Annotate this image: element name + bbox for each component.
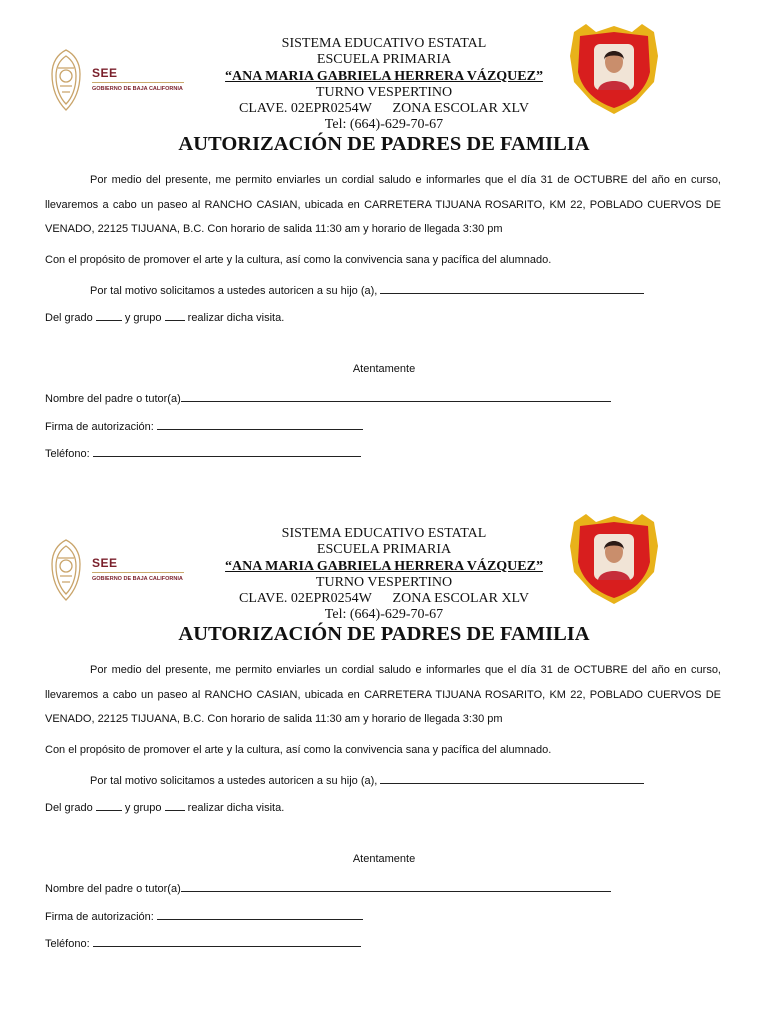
header-school-name: “ANA MARIA GABRIELA HERRERA VÁZQUEZ” bbox=[225, 68, 543, 84]
form-title: AUTORIZACIÓN DE PADRES DE FAMILIA bbox=[178, 133, 590, 155]
header-key-zone: CLAVE. 02EPR0254W ZONA ESCOLAR XLV bbox=[239, 591, 529, 607]
group-label: y grupo bbox=[124, 312, 162, 324]
group-label: y grupo bbox=[124, 802, 162, 814]
group-field[interactable] bbox=[165, 309, 185, 321]
parent-name-line bbox=[45, 880, 611, 895]
phone-label: Teléfono: bbox=[45, 938, 90, 950]
visit-label: realizar dicha visita. bbox=[187, 802, 285, 814]
header-shift: TURNO VESPERTINO bbox=[315, 574, 453, 590]
closing: Atentamente bbox=[352, 853, 416, 865]
signature-line bbox=[45, 418, 363, 433]
signature-label: Firma de autorización: bbox=[45, 421, 154, 433]
header-school-name: “ANA MARIA GABRIELA HERRERA VÁZQUEZ” bbox=[225, 558, 543, 574]
authorization-form-1 bbox=[0, 20, 768, 490]
school-crest-icon bbox=[566, 512, 662, 606]
header-key-zone: CLAVE. 02EPR0254W ZONA ESCOLAR XLV bbox=[239, 101, 529, 117]
group-field[interactable] bbox=[165, 799, 185, 811]
parent-name-field[interactable] bbox=[181, 880, 611, 892]
child-name-field[interactable] bbox=[380, 772, 644, 784]
request-line bbox=[45, 282, 721, 297]
grade-group-line bbox=[45, 799, 721, 814]
phone-field[interactable] bbox=[93, 935, 361, 947]
school-header bbox=[200, 526, 568, 624]
authorization-form-2 bbox=[0, 510, 768, 980]
header-phone: Tel: (664)-629-70-67 bbox=[324, 117, 444, 133]
see-logo bbox=[46, 46, 196, 114]
request-text: Por tal motivo solicitamos a ustedes autoricen a su hijo (a), bbox=[90, 285, 378, 297]
parent-label: Nombre del padre o tutor(a) bbox=[45, 393, 181, 405]
phone-line bbox=[45, 935, 361, 950]
header-shift: TURNO VESPERTINO bbox=[315, 84, 453, 100]
child-name-field[interactable] bbox=[380, 282, 644, 294]
header-system: SISTEMA EDUCATIVO ESTATAL bbox=[281, 526, 487, 541]
phone-line bbox=[45, 445, 361, 460]
school-crest-icon bbox=[566, 22, 662, 116]
grade-group-line bbox=[45, 309, 721, 324]
invitation-paragraph: Por medio del presente, me permito enviarles un cordial saludo e informarles que el día 31 de OCTUBRE del año en curso, llevaremos a cabo un paseo al RANCHO CASIAN, ubicada en CARRETERA TIJUANA ROSARITO, KM 22, POBLADO CUERVOS DE VENADO, 22125 TIJUANA, B.C. Con horario de salida 11:30 am y horario de llegada 3:30 pm bbox=[45, 174, 721, 235]
closing: Atentamente bbox=[352, 363, 416, 375]
see-subtitle: GOBIERNO DE BAJA CALIFORNIA bbox=[92, 576, 183, 582]
request-line bbox=[45, 772, 721, 787]
purpose-paragraph: Con el propósito de promover el arte y la cultura, así como la convivencia sana y pacífica del alumnado. bbox=[45, 254, 552, 266]
parent-name-field[interactable] bbox=[181, 390, 611, 402]
see-divider bbox=[92, 572, 184, 573]
see-subtitle: GOBIERNO DE BAJA CALIFORNIA bbox=[92, 86, 183, 92]
grade-label: Del grado bbox=[45, 312, 93, 324]
see-brand: SEE bbox=[92, 556, 118, 570]
header-school-type: ESCUELA PRIMARIA bbox=[316, 52, 452, 68]
signature-field[interactable] bbox=[157, 908, 363, 920]
form-title: AUTORIZACIÓN DE PADRES DE FAMILIA bbox=[178, 623, 590, 645]
signature-label: Firma de autorización: bbox=[45, 911, 154, 923]
phone-label: Teléfono: bbox=[45, 448, 90, 460]
signature-line bbox=[45, 908, 363, 923]
header-phone: Tel: (664)-629-70-67 bbox=[324, 607, 444, 623]
school-header bbox=[200, 36, 568, 134]
invitation-paragraph: Por medio del presente, me permito enviarles un cordial saludo e informarles que el día 31 de OCTUBRE del año en curso, llevaremos a cabo un paseo al RANCHO CASIAN, ubicada en CARRETERA TIJUANA ROSARITO, KM 22, POBLADO CUERVOS DE VENADO, 22125 TIJUANA, B.C. Con horario de salida 11:30 am y horario de llegada 3:30 pm bbox=[45, 664, 721, 725]
baja-california-seal-icon bbox=[46, 536, 86, 604]
see-brand: SEE bbox=[92, 66, 118, 80]
parent-name-line bbox=[45, 390, 611, 405]
see-divider bbox=[92, 82, 184, 83]
purpose-paragraph: Con el propósito de promover el arte y la cultura, así como la convivencia sana y pacífica del alumnado. bbox=[45, 744, 552, 756]
grade-field[interactable] bbox=[96, 309, 122, 321]
grade-field[interactable] bbox=[96, 799, 122, 811]
see-logo bbox=[46, 536, 196, 604]
visit-label: realizar dicha visita. bbox=[187, 312, 285, 324]
baja-california-seal-icon bbox=[46, 46, 86, 114]
header-system: SISTEMA EDUCATIVO ESTATAL bbox=[281, 36, 487, 51]
signature-field[interactable] bbox=[157, 418, 363, 430]
grade-label: Del grado bbox=[45, 802, 93, 814]
header-school-type: ESCUELA PRIMARIA bbox=[316, 542, 452, 558]
request-text: Por tal motivo solicitamos a ustedes autoricen a su hijo (a), bbox=[90, 775, 378, 787]
parent-label: Nombre del padre o tutor(a) bbox=[45, 883, 181, 895]
phone-field[interactable] bbox=[93, 445, 361, 457]
